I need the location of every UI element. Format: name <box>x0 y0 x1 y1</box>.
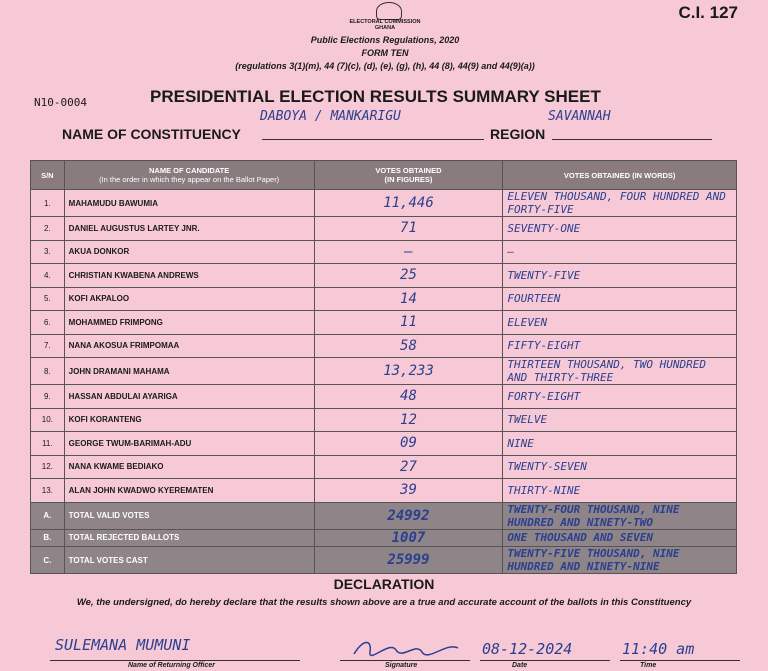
header-figures: VOTES OBTAINED (IN FIGURES) <box>314 161 503 190</box>
row-votes-words: NINE <box>503 432 737 456</box>
time-line <box>620 660 740 661</box>
row-votes-figures: 11 <box>314 311 503 335</box>
row-sn: B. <box>31 529 65 547</box>
row-sn: 2. <box>31 217 65 241</box>
row-votes-words: ELEVEN THOUSAND, FOUR HUNDRED AND FORTY-FIVE <box>503 190 737 217</box>
form-code: C.I. 127 <box>678 3 738 22</box>
table-row <box>31 287 737 311</box>
row-sn: 11. <box>31 432 65 456</box>
row-votes-words: TWENTY-SEVEN <box>503 455 737 479</box>
row-votes-words: TWENTY-FOUR THOUSAND, NINE HUNDRED AND NINETY-TWO <box>503 502 737 529</box>
row-sn: 5. <box>31 287 65 311</box>
table-row <box>31 432 737 456</box>
row-votes-words: FOURTEEN <box>503 287 737 311</box>
table-row <box>31 358 737 385</box>
row-votes-figures: 11,446 <box>314 190 503 217</box>
table-header-row <box>31 161 737 190</box>
row-candidate-name: ALAN JOHN KWADWO KYEREMATEN <box>64 479 314 503</box>
region-label: REGION <box>490 126 546 142</box>
row-votes-figures: 48 <box>314 385 503 409</box>
form-number: N10-0004 <box>34 96 87 109</box>
table-row <box>31 334 737 358</box>
table-row <box>31 455 737 479</box>
row-sn: 8. <box>31 358 65 385</box>
constituency-value: DABOYA / MANKARIGU <box>260 109 401 124</box>
header-name: NAME OF CANDIDATE (In the order in which they appear on the Ballot Paper) <box>64 161 314 190</box>
row-votes-figures: — <box>314 240 503 264</box>
row-votes-figures: 58 <box>314 334 503 358</box>
table-row <box>31 479 737 503</box>
results-table <box>30 160 737 574</box>
row-sn: 12. <box>31 455 65 479</box>
row-candidate-name: MOHAMMED FRIMPONG <box>64 311 314 335</box>
row-votes-words: THIRTY-NINE <box>503 479 737 503</box>
row-candidate-name: TOTAL REJECTED BALLOTS <box>64 529 314 547</box>
declaration-title: DECLARATION <box>333 576 435 592</box>
table-row <box>31 217 737 241</box>
row-votes-figures: 14 <box>314 287 503 311</box>
summary-row <box>31 502 737 529</box>
header-words: VOTES OBTAINED (IN WORDS) <box>503 161 737 190</box>
time-label: Time <box>640 662 657 669</box>
table-row <box>31 190 737 217</box>
page-title: PRESIDENTIAL ELECTION RESULTS SUMMARY SHEET <box>150 87 601 106</box>
date-label: Date <box>512 662 528 669</box>
row-candidate-name: AKUA DONKOR <box>64 240 314 264</box>
table-row <box>31 385 737 409</box>
region-line <box>552 139 712 140</box>
table-row <box>31 311 737 335</box>
row-votes-words: THIRTEEN THOUSAND, TWO HUNDRED AND THIRTY-THREE <box>503 358 737 385</box>
row-sn: 7. <box>31 334 65 358</box>
coat-of-arms-icon <box>376 2 402 20</box>
row-votes-words: FORTY-EIGHT <box>503 385 737 409</box>
row-sn: 1. <box>31 190 65 217</box>
row-votes-figures: 71 <box>314 217 503 241</box>
regulations-block: Public Elections Regulations, 2020 FORM TEN (regulations 3(1)(m), 44 (7)(c), (d), (e), (g), (h), 44 (8), 44(9) and 44(9)(a)) <box>235 35 535 71</box>
row-sn: 6. <box>31 311 65 335</box>
commission-name: ELECTORAL COMMISSION GHANA <box>349 19 421 31</box>
signature-scribble <box>352 636 462 660</box>
row-votes-figures: 25999 <box>314 547 503 574</box>
table-row <box>31 408 737 432</box>
row-votes-words: TWENTY-FIVE THOUSAND, NINE HUNDRED AND NINETY-NINE <box>503 547 737 574</box>
row-candidate-name: DANIEL AUGUSTUS LARTEY JNR. <box>64 217 314 241</box>
row-candidate-name: TOTAL VALID VOTES <box>64 502 314 529</box>
signature-label: Signature <box>385 662 418 669</box>
header-sn: S/N <box>31 161 65 190</box>
row-candidate-name: HASSAN ABDULAI AYARIGA <box>64 385 314 409</box>
date-value: 08-12-2024 <box>482 640 573 658</box>
row-votes-figures: 13,233 <box>314 358 503 385</box>
row-candidate-name: MAHAMUDU BAWUMIA <box>64 190 314 217</box>
summary-row <box>31 547 737 574</box>
row-votes-words: FIFTY-EIGHT <box>503 334 737 358</box>
row-votes-figures: 27 <box>314 455 503 479</box>
row-sn: 4. <box>31 264 65 288</box>
row-sn: A. <box>31 502 65 529</box>
row-candidate-name: TOTAL VOTES CAST <box>64 547 314 574</box>
row-votes-words: ELEVEN <box>503 311 737 335</box>
row-votes-words: TWELVE <box>503 408 737 432</box>
constituency-label: NAME OF CONSTITUENCY <box>62 126 241 142</box>
officer-label: Name of Returning Officer <box>128 662 215 669</box>
region-value: SAVANNAH <box>548 109 611 124</box>
row-candidate-name: KOFI AKPALOO <box>64 287 314 311</box>
row-votes-figures: 24992 <box>314 502 503 529</box>
row-votes-figures: 39 <box>314 479 503 503</box>
row-votes-figures: 09 <box>314 432 503 456</box>
row-candidate-name: NANA KWAME BEDIAKO <box>64 455 314 479</box>
row-sn: 9. <box>31 385 65 409</box>
row-votes-figures: 12 <box>314 408 503 432</box>
row-candidate-name: GEORGE TWUM-BARIMAH-ADU <box>64 432 314 456</box>
row-votes-words: ONE THOUSAND AND SEVEN <box>503 529 737 547</box>
summary-row <box>31 529 737 547</box>
table-row <box>31 240 737 264</box>
table-row <box>31 264 737 288</box>
officer-line <box>50 660 300 661</box>
row-sn: 3. <box>31 240 65 264</box>
date-line <box>480 660 610 661</box>
row-votes-words: — <box>503 240 737 264</box>
row-sn: C. <box>31 547 65 574</box>
row-candidate-name: CHRISTIAN KWABENA ANDREWS <box>64 264 314 288</box>
row-sn: 10. <box>31 408 65 432</box>
row-candidate-name: NANA AKOSUA FRIMPOMAA <box>64 334 314 358</box>
row-candidate-name: JOHN DRAMANI MAHAMA <box>64 358 314 385</box>
row-sn: 13. <box>31 479 65 503</box>
row-votes-figures: 25 <box>314 264 503 288</box>
row-votes-figures: 1007 <box>314 529 503 547</box>
time-value: 11:40 am <box>622 640 695 658</box>
row-votes-words: SEVENTY-ONE <box>503 217 737 241</box>
row-candidate-name: KOFI KORANTENG <box>64 408 314 432</box>
declaration-text: We, the undersigned, do hereby declare that the results shown above are a true and accurate account of the ballots in this Constituency <box>76 597 692 608</box>
row-votes-words: TWENTY-FIVE <box>503 264 737 288</box>
signature-line <box>340 660 470 661</box>
officer-name: SULEMANA MUMUNI <box>55 636 191 654</box>
constituency-line <box>262 139 484 140</box>
